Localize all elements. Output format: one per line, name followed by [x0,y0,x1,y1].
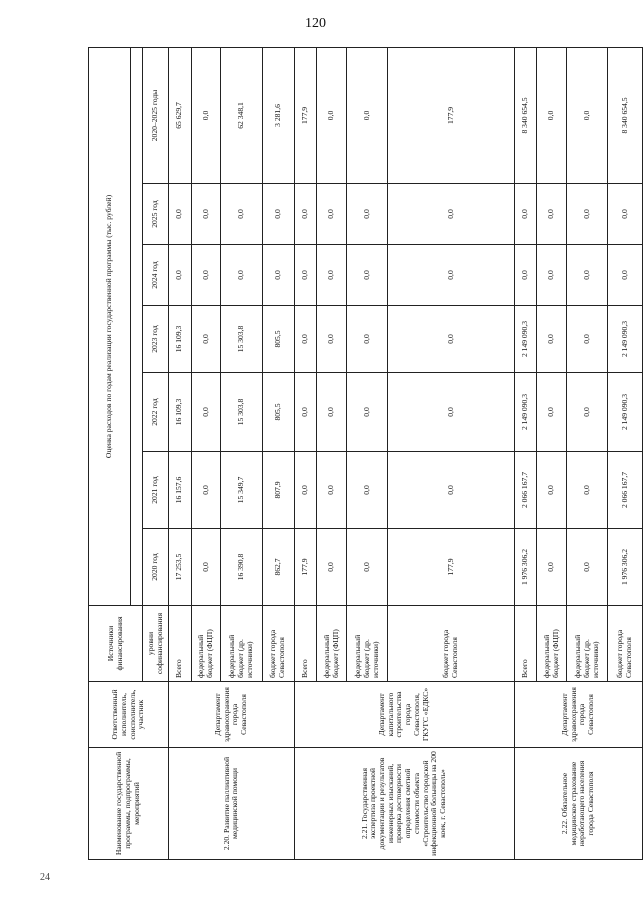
year-value-cell: 0,0 [347,529,388,606]
year-value-cell: 16 390,8 [221,529,262,606]
total-value-cell: 0,0 [347,47,388,183]
year-value-cell: 0,0 [388,452,514,529]
year-value-cell: 0,0 [566,373,607,452]
margin-mark: 24 [40,872,50,883]
activity-name: 2.22. Обязательное медицинское страхование неработающего населения города Севастополя [514,748,642,860]
year-value-cell: 16 109,3 [169,373,192,452]
year-value-cell: 0,0 [221,245,262,306]
responsible-executor: Департамент капитального строительства города Севастополя, ГКУГС «ЕДКС» [294,682,514,748]
year-value-cell: 0,0 [221,184,262,245]
funding-source: Всего [294,606,317,682]
year-value-cell: 16 109,3 [169,306,192,373]
funding-source: федеральный бюджет (др. источники) [347,606,388,682]
year-value-cell: 0,0 [566,306,607,373]
responsible-executor: Департамент здравоохранения города Севастополя [169,682,295,748]
year-value-cell: 0,0 [191,373,221,452]
funding-source: Всего [169,606,192,682]
total-value-cell: 0,0 [317,47,347,183]
header-year: 2025 год [143,184,169,245]
funding-source: федеральный бюджет (ФЦП) [191,606,221,682]
year-value-cell: 15 349,7 [221,452,262,529]
year-value-cell: 0,0 [347,373,388,452]
year-value-cell: 0,0 [537,529,567,606]
page-number: 120 [305,16,326,31]
total-value-cell: 177,9 [388,47,514,183]
funding-source: бюджет города Севастополя [608,606,643,682]
year-value-cell: 2 149 090,3 [608,373,643,452]
header-sources: Источники финансирования [89,606,143,682]
year-value-cell: 2 149 090,3 [514,373,537,452]
year-value-cell: 1 976 306,2 [608,529,643,606]
header-year: 2024 год [143,245,169,306]
year-value-cell: 16 157,6 [169,452,192,529]
responsible-executor: Департамент здравоохранения города Севастополя [514,682,642,748]
year-value-cell: 177,9 [388,529,514,606]
year-value-cell: 2 149 090,3 [514,306,537,373]
total-value-cell: 62 348,1 [221,47,262,183]
year-value-cell: 0,0 [537,373,567,452]
year-value-cell: 17 253,5 [169,529,192,606]
year-value-cell: 0,0 [347,184,388,245]
year-value-cell: 0,0 [317,184,347,245]
year-value-cell: 0,0 [294,245,317,306]
year-value-cell: 0,0 [294,373,317,452]
total-value-cell: 0,0 [566,47,607,183]
activity-name: 2.21. Государственная экспертиза проектной документации и результатов инженерных изысканий, проверка достоверности определения сметной стоимости объекта «Строительство городской инфекционной больницы на 200 коек, г. Севастополь» [294,748,514,860]
year-value-cell: 0,0 [608,245,643,306]
year-value-cell: 0,0 [262,245,294,306]
year-value-cell: 0,0 [262,184,294,245]
year-value-cell: 0,0 [317,529,347,606]
year-value-cell: 0,0 [169,245,192,306]
year-value-cell: 0,0 [294,452,317,529]
header-year: 2020 год [143,529,169,606]
budget-table [88,47,643,860]
year-value-cell: 0,0 [191,452,221,529]
year-value-cell: 0,0 [388,245,514,306]
year-value-cell: 0,0 [347,245,388,306]
year-value-cell: 0,0 [537,245,567,306]
year-value-cell: 0,0 [608,184,643,245]
funding-source: федеральный бюджет (др. источники) [566,606,607,682]
table-row [294,47,317,859]
header-year: 2023 год [143,306,169,373]
year-value-cell: 15 303,8 [221,373,262,452]
year-value-cell: 0,0 [347,306,388,373]
year-value-cell: 0,0 [191,245,221,306]
activity-name: 2.20. Развитие паллиативной медицинской помощи [169,748,295,860]
header-cofinancing: уровни софинансирования [143,606,169,682]
year-value-cell: 0,0 [169,184,192,245]
year-value-cell: 0,0 [566,452,607,529]
year-value-cell: 805,5 [262,306,294,373]
year-value-cell: 862,7 [262,529,294,606]
year-value-cell: 2 066 167,7 [608,452,643,529]
year-value-cell: 0,0 [514,245,537,306]
year-value-cell: 177,9 [294,529,317,606]
year-value-cell: 15 303,8 [221,306,262,373]
header-responsible: Ответственный исполнитель, соисполнитель, участник [89,682,169,748]
year-value-cell: 0,0 [566,245,607,306]
header-estimate: Оценка расходов по годам реализации государственной программы (тыс. рублей) [89,47,131,605]
year-value-cell: 0,0 [388,184,514,245]
header-year-total: 2020–2025 годы [143,47,169,183]
year-value-cell: 0,0 [317,373,347,452]
year-value-cell: 0,0 [294,306,317,373]
table-row [514,47,537,859]
table-body [169,47,643,859]
year-value-cell: 0,0 [566,529,607,606]
year-value-cell: 2 066 167,7 [514,452,537,529]
year-value-cell: 0,0 [317,306,347,373]
total-value-cell: 8 340 654,5 [514,47,537,183]
year-value-cell: 807,9 [262,452,294,529]
total-value-cell: 3 281,6 [262,47,294,183]
year-value-cell: 1 976 306,2 [514,529,537,606]
year-value-cell: 0,0 [317,452,347,529]
header-name: Наименование государственной программы, подпрограммы, мероприятий [89,748,169,860]
year-value-cell: 0,0 [388,373,514,452]
funding-source: Всего [514,606,537,682]
year-value-cell: 0,0 [537,306,567,373]
funding-source: федеральный бюджет (ФЦП) [317,606,347,682]
total-value-cell: 8 340 654,5 [608,47,643,183]
total-value-cell: 65 629,7 [169,47,192,183]
year-value-cell: 805,5 [262,373,294,452]
total-value-cell: 0,0 [191,47,221,183]
year-value-cell: 0,0 [566,184,607,245]
header-year: 2021 год [143,452,169,529]
year-value-cell: 0,0 [537,184,567,245]
header-year: 2022 год [143,373,169,452]
funding-source: федеральный бюджет (ФЦП) [537,606,567,682]
year-value-cell: 0,0 [191,529,221,606]
funding-source: бюджет города Севастополя [388,606,514,682]
year-value-cell: 0,0 [388,306,514,373]
year-value-cell: 0,0 [191,306,221,373]
header-spacer [131,47,143,605]
year-value-cell: 0,0 [191,184,221,245]
table-row [169,47,192,859]
year-value-cell: 0,0 [317,245,347,306]
year-value-cell: 0,0 [347,452,388,529]
funding-source: федеральный бюджет (др. источники) [221,606,262,682]
total-value-cell: 177,9 [294,47,317,183]
table-head [89,47,169,859]
year-value-cell: 2 149 090,3 [608,306,643,373]
year-value-cell: 0,0 [294,184,317,245]
rotated-table-frame [88,48,643,860]
year-value-cell: 0,0 [537,452,567,529]
year-value-cell: 0,0 [514,184,537,245]
total-value-cell: 0,0 [537,47,567,183]
rotated-table-container [88,48,643,860]
funding-source: бюджет города Севастополя [262,606,294,682]
